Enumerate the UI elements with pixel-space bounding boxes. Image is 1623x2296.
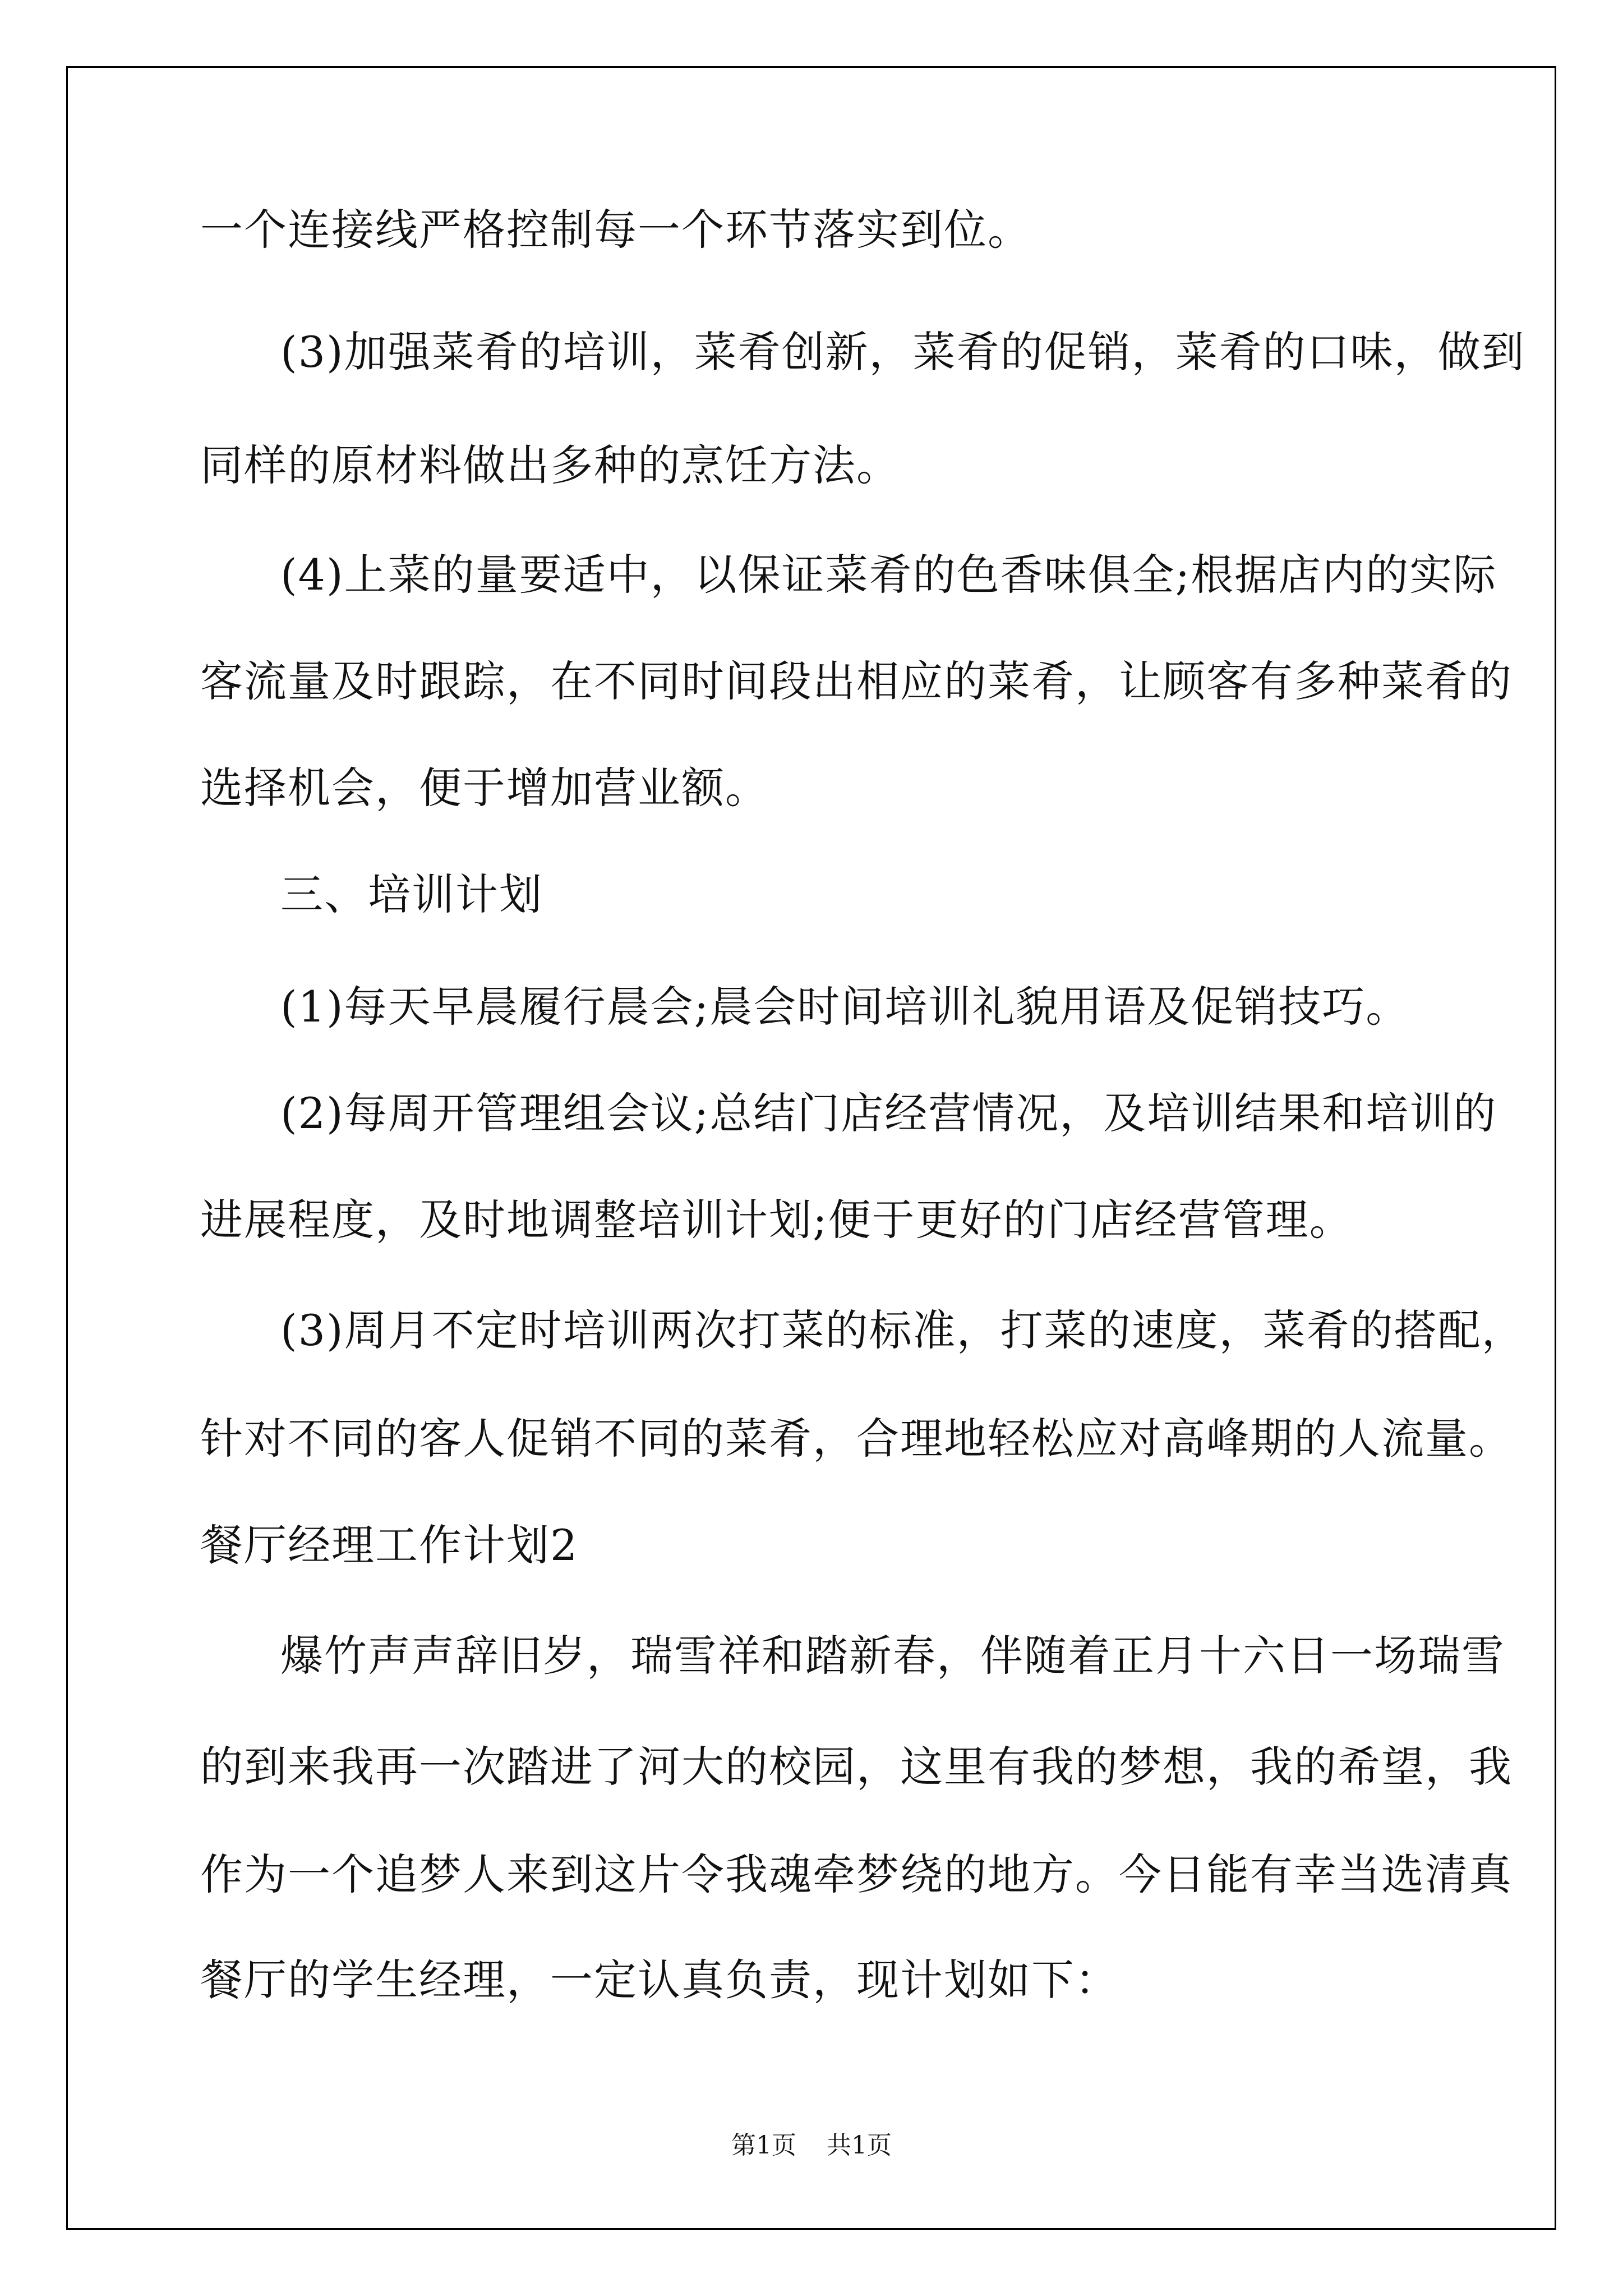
page-footer	[0, 2129, 1623, 2162]
section-heading: 三、培训计划	[280, 869, 543, 919]
section-title: 餐厅经理工作计划2	[200, 1520, 579, 1570]
text-line: 同样的原材料做出多种的烹饪方法。	[200, 440, 900, 490]
page-number: 第1页	[731, 2131, 796, 2160]
page-border	[66, 66, 1556, 2230]
text-line: 餐厅的学生经理，一定认真负责，现计划如下：	[200, 1955, 1119, 2005]
text-line: 客流量及时跟踪，在不同时间段出相应的菜肴，让顾客有多种菜肴的	[200, 656, 1513, 706]
text-line: 进展程度，及时地调整培训计划;便于更好的门店经营管理。	[200, 1195, 1353, 1245]
text-line: 作为一个追梦人来到这片令我魂牵梦绕的地方。今日能有幸当选清真	[200, 1849, 1513, 1899]
text-line: (4)上菜的量要适中，以保证菜肴的色香味俱全;根据店内的实际	[280, 550, 1497, 600]
text-line: 选择机会，便于增加营业额。	[200, 763, 769, 813]
text-line: (3)周月不定时培训两次打菜的标准，打菜的速度，菜肴的搭配，	[280, 1305, 1525, 1355]
page-total: 共1页	[827, 2131, 892, 2160]
text-line: (3)加强菜肴的培训，菜肴创新，菜肴的促销，菜肴的口味，做到	[280, 327, 1525, 377]
text-line: 的到来我再一次踏进了河大的校园，这里有我的梦想，我的希望，我	[200, 1742, 1513, 1792]
text-line: 针对不同的客人促销不同的菜肴，合理地轻松应对高峰期的人流量。	[200, 1414, 1513, 1464]
text-line: 一个连接线严格控制每一个环节落实到位。	[200, 205, 1031, 255]
text-line: (1)每天早晨履行晨会;晨会时间培训礼貌用语及促销技巧。	[280, 982, 1410, 1032]
text-line: 爆竹声声辞旧岁，瑞雪祥和踏新春，伴随着正月十六日一场瑞雪	[280, 1631, 1505, 1681]
text-line: (2)每周开管理组会议;总结门店经营情况，及培训结果和培训的	[280, 1088, 1497, 1138]
